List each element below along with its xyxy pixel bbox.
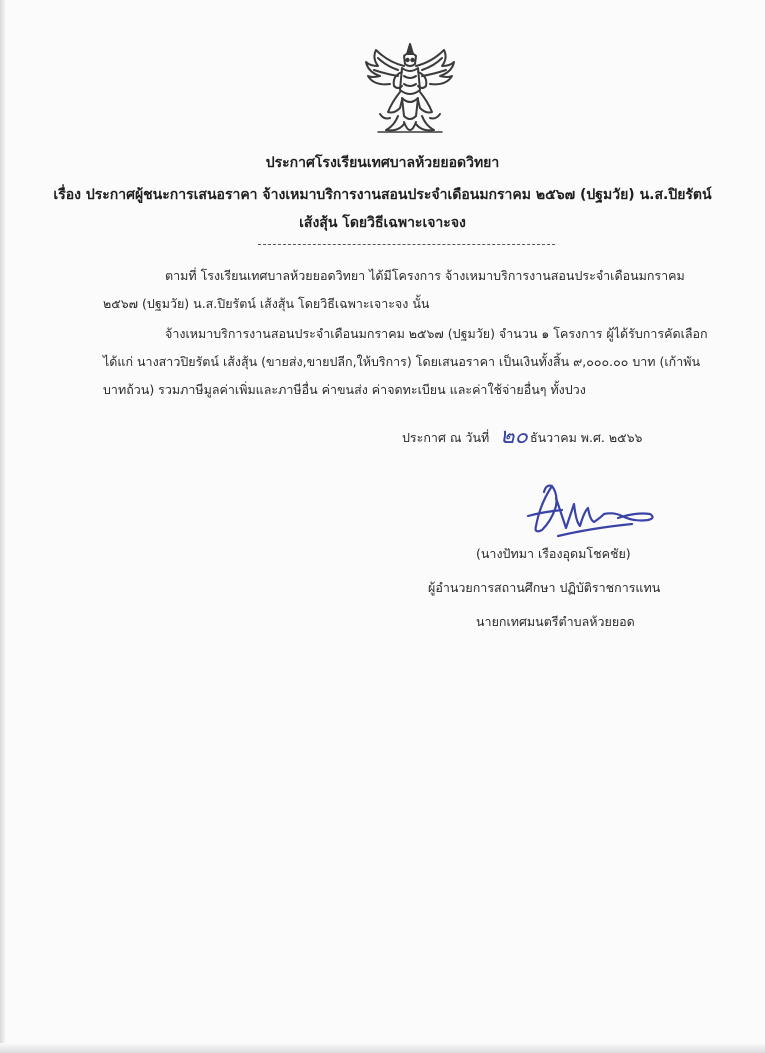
date-month-year: ธันวาคม พ.ศ. ๒๕๖๖ [530,430,643,445]
scan-edge-bottom [0,1043,765,1053]
paragraph-2-line-3: บาทถ้วน) รวมภาษีมูลค่าเพิ่มและภาษีอื่น ค่าขนส่ง ค่าจดทะเบียน และค่าใช้จ่ายอื่นๆ ทั้งปวง [103,382,586,397]
paragraph-1-line-1: ตามที่ โรงเรียนเทศบาลห้วยยอดวิทยา ได้มีโครงการ จ้างเหมาบริการงานสอนประจำเดือนมกราคม [165,268,685,283]
document-subject-line-1: เรื่อง ประกาศผู้ชนะการเสนอราคา จ้างเหมาบริการงานสอนประจำเดือนมกราคม ๒๕๖๗ (ปฐมวัย) น.ส.ปิยรัตน์ [53,187,712,203]
paragraph-2-line-1: จ้างเหมาบริการงานสอนประจำเดือนมกราคม ๒๕๖๗ (ปฐมวัย) จำนวน ๑ โครงการ ผู้ได้รับการคัดเลือก [165,326,708,341]
date-prefix: ประกาศ ณ วันที่ [402,430,490,445]
separator-rule [258,244,555,245]
signatory-position-2: นายกเทศมนตรีตำบลห้วยยอด [476,614,635,629]
signatory-position-1: ผู้อำนวยการสถานศึกษา ปฏิบัติราชการแทน [428,580,661,595]
garuda-emblem-icon [358,40,462,144]
handwritten-signature [522,476,662,542]
document-title: ประกาศโรงเรียนเทศบาลห้วยยอดวิทยา [265,155,500,171]
signatory-name: (นางปัทมา เรืองอุดมโชคชัย) [476,546,631,561]
scan-edge-left [0,0,6,1053]
date-day-handwritten: ๒๐ [500,424,528,449]
document-subject-line-2: เส้งสุ้น โดยวิธีเฉพาะเจาะจง [299,215,466,231]
paragraph-2-line-2: ได้แก่ นางสาวปิยรัตน์ เส้งสุ้น (ขายส่ง,ขายปลีก,ให้บริการ) โดยเสนอราคา เป็นเงินทั้งสิ้น ๙,๐๐๐.๐๐ บาท (เก้าพัน [103,354,701,369]
paragraph-1-line-2: ๒๕๖๗ (ปฐมวัย) น.ส.ปิยรัตน์ เส้งสุ้น โดยวิธีเฉพาะเจาะจง นั้น [103,296,430,311]
